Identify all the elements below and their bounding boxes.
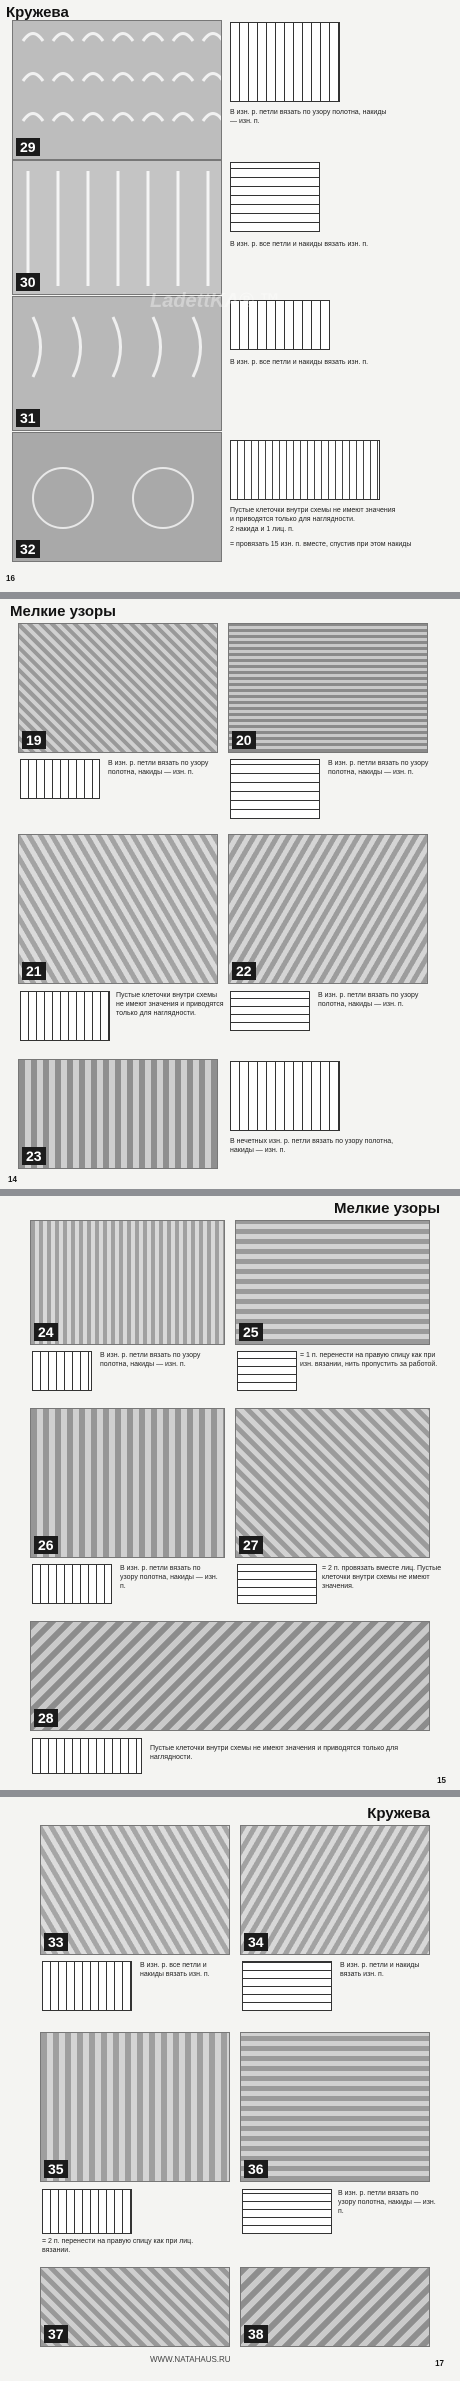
chart-25 — [237, 1351, 297, 1391]
chart-24 — [32, 1351, 92, 1391]
note-22: В изн. р. петли вязать по узору полотна, накиды — изн. п. — [318, 992, 419, 1008]
swatch-32 — [12, 432, 222, 562]
page-separator — [0, 1790, 460, 1797]
note-23: В нечетных изн. р. петли вязать по узору полотна, накиды — изн. п. — [230, 1138, 394, 1154]
swatch-35 — [40, 2032, 230, 2182]
swatch-number: 29 — [16, 138, 40, 156]
page-title: Кружева — [367, 1805, 430, 1822]
swatch-33 — [40, 1825, 230, 1955]
swatch-20 — [228, 623, 428, 753]
chart-19 — [20, 759, 100, 799]
page-separator — [0, 592, 460, 599]
chart-28 — [32, 1738, 142, 1774]
swatch-number: 27 — [239, 1536, 263, 1554]
chart-20 — [230, 759, 320, 819]
note-20: В изн. р. петли вязать по узору полотна, накиды — изн. п. — [328, 760, 429, 776]
note-34: В изн. р. петли и накиды вязать изн. п. — [340, 1962, 420, 1978]
swatch-36 — [240, 2032, 430, 2182]
chart-32 — [230, 440, 380, 500]
watermark: LadettKA® ™ — [150, 290, 280, 312]
swatch-number: 35 — [44, 2160, 68, 2178]
page-title: Кружева — [6, 4, 69, 21]
chart-34 — [242, 1961, 332, 2011]
swatch-27 — [235, 1408, 430, 1558]
chart-33 — [42, 1961, 132, 2011]
swatch-30 — [12, 160, 222, 295]
chart-31 — [230, 300, 330, 350]
swatch-26 — [30, 1408, 225, 1558]
swatch-number: 22 — [232, 962, 256, 980]
swatch-34 — [240, 1825, 430, 1955]
swatch-25 — [235, 1220, 430, 1345]
page-title: Мелкие узоры — [334, 1200, 440, 1217]
swatch-number: 19 — [22, 731, 46, 749]
chart-23 — [230, 1061, 340, 1131]
swatch-number: 26 — [34, 1536, 58, 1554]
chart-29 — [230, 22, 340, 102]
swatch-number: 23 — [22, 1147, 46, 1165]
swatch-number: 37 — [44, 2325, 68, 2343]
chart-30 — [230, 162, 320, 232]
site-url: WWW.NATAHAUS.RU — [150, 2355, 231, 2364]
chart-22 — [230, 991, 310, 1031]
swatch-number: 28 — [34, 1709, 58, 1727]
chart-35 — [42, 2189, 132, 2234]
swatch-number: 25 — [239, 1323, 263, 1341]
swatch-23 — [18, 1059, 218, 1169]
swatch-19 — [18, 623, 218, 753]
note-35: = 2 п. перенести на правую спицу как при лиц. вязании. — [42, 2238, 194, 2254]
swatch-number: 31 — [16, 409, 40, 427]
note-32-b: 2 накида и 1 лиц. п. — [230, 526, 294, 533]
swatch-number: 36 — [244, 2160, 268, 2178]
swatch-37 — [40, 2267, 230, 2347]
note-28: Пустые клеточки внутри схемы не имеют значения и приводятся только для наглядности. — [150, 1745, 399, 1761]
page-laces-17 — [0, 1797, 460, 2381]
note-24: В изн. р. петли вязать по узору полотна, накиды — изн. п. — [100, 1352, 201, 1368]
page-small-patterns-15 — [0, 1196, 460, 1790]
swatch-24 — [30, 1220, 225, 1345]
swatch-number: 24 — [34, 1323, 58, 1341]
note-32: Пустые клеточки внутри схемы не имеют значения и приводятся только для наглядности. — [230, 507, 396, 523]
swatch-22 — [228, 834, 428, 984]
note-33: В изн. р. все петли и накиды вязать изн. п. — [140, 1962, 210, 1978]
note-36: В изн. р. петли вязать по узору полотна, накиды — изн. п. — [338, 2190, 436, 2215]
swatch-number: 34 — [244, 1933, 268, 1951]
page-title: Мелкие узоры — [10, 603, 116, 620]
chart-21 — [20, 991, 110, 1041]
note-27: = 2 п. провязать вместе лиц. Пустые клеточки внутри схемы не имеют значения. — [322, 1565, 442, 1590]
note-21: Пустые клеточки внутри схемы не имеют значения и приводятся только для наглядности. — [116, 992, 224, 1017]
page-number: 14 — [8, 1175, 17, 1184]
swatch-28 — [30, 1621, 430, 1731]
swatch-29 — [12, 20, 222, 160]
swatch-number: 30 — [16, 273, 40, 291]
swatch-number: 20 — [232, 731, 256, 749]
knit-texture — [13, 21, 222, 160]
page-separator — [0, 1189, 460, 1196]
note-30: В изн. р. все петли и накиды вязать изн. п. — [230, 241, 369, 248]
note-26: В изн. р. петли вязать по узору полотна, накиды — изн. п. — [120, 1565, 218, 1590]
page-laces-16 — [0, 0, 460, 592]
note-25: = 1 п. перенести на правую спицу как при изн. вязании, нить пропустить за работой. — [300, 1352, 438, 1368]
swatch-38 — [240, 2267, 430, 2347]
chart-27 — [237, 1564, 317, 1604]
swatch-number: 21 — [22, 962, 46, 980]
swatch-31 — [12, 296, 222, 431]
chart-36 — [242, 2189, 332, 2234]
page-number: 17 — [435, 2359, 444, 2368]
page-small-patterns-14 — [0, 599, 460, 1189]
note-31: В изн. р. все петли и накиды вязать изн. п. — [230, 359, 369, 366]
page-number: 16 — [6, 574, 15, 583]
swatch-21 — [18, 834, 218, 984]
swatch-number: 32 — [16, 540, 40, 558]
note-19: В изн. р. петли вязать по узору полотна, накиды — изн. п. — [108, 760, 209, 776]
note-29: В изн. р. петли вязать по узору полотна, накиды — изн. п. — [230, 109, 387, 125]
note-32-c: = провязать 15 изн. п. вместе, спустив при этом накиды — [230, 541, 412, 548]
swatch-number: 33 — [44, 1933, 68, 1951]
page-number: 15 — [437, 1776, 446, 1785]
chart-26 — [32, 1564, 112, 1604]
swatch-number: 38 — [244, 2325, 268, 2343]
